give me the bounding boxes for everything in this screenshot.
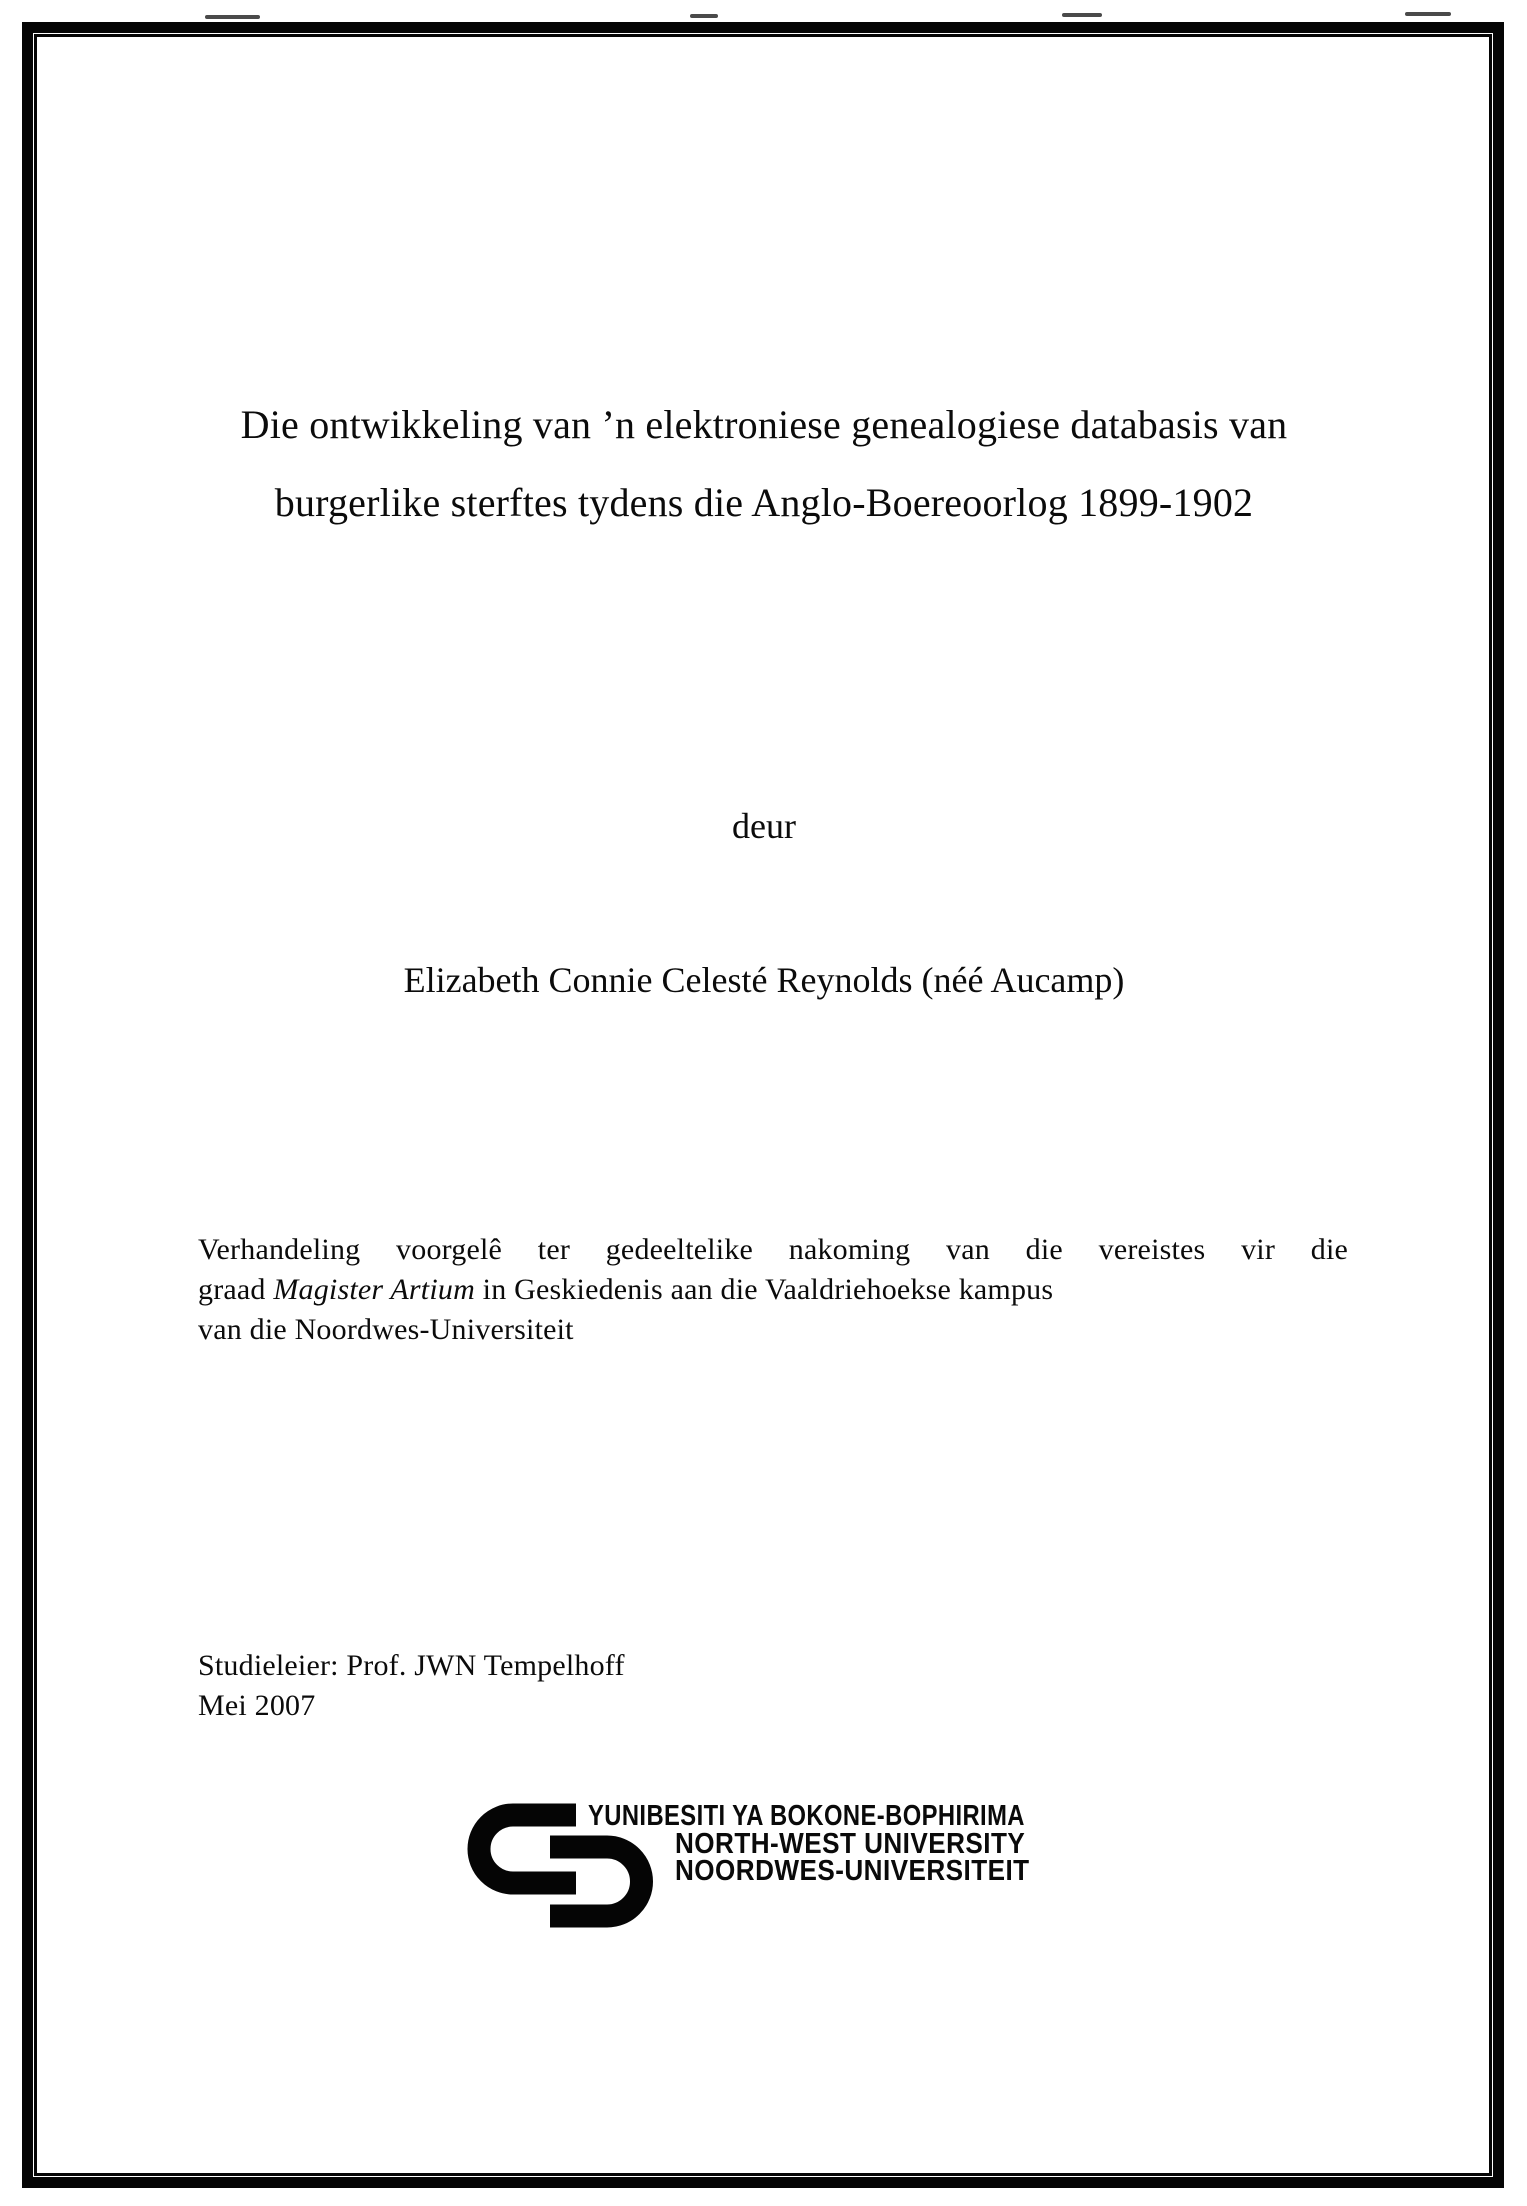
scan-speck [1405,12,1451,16]
thesis-title-line-2: burgerlike sterftes tydens die Anglo-Boereoorlog 1899-1902 [274,480,1254,525]
scan-speck [1062,13,1102,17]
supervisor-block [198,1646,625,1726]
logo-text-setswana: YUNIBESITI YA BOKONE-BOPHIRIMA [588,1800,1025,1832]
supervisor-line: Studieleier: Prof. JWN Tempelhoff [198,1649,625,1682]
degree-statement-line-2-pre: graad [198,1273,274,1306]
degree-statement-line-1: Verhandeling voorgelê ter gedeeltelike nakoming van die vereistes vir die [198,1233,1348,1266]
date-line: Mei 2007 [198,1689,316,1722]
thesis-title [38,386,1490,542]
logo-text-english: NORTH-WEST UNIVERSITY [675,1828,1026,1860]
degree-statement [198,1230,1348,1350]
degree-statement-line-2-post: in Geskiedenis aan die Vaaldriehoekse kampus [474,1273,1054,1306]
byline-deur: deur [732,806,796,846]
degree-statement-degree-name: Magister Artium [273,1273,475,1306]
logo-text-afrikaans: NOORDWES-UNIVERSITEIT [675,1855,1030,1887]
degree-statement-line-2 [198,1270,1348,1310]
scan-speck [690,14,718,18]
nwu-logo [460,1795,1120,1940]
thesis-title-line-1: Die ontwikkeling van ’n elektroniese genealogiese databasis van [240,402,1288,447]
degree-statement-line-3: van die Noordwes-Universiteit [198,1313,574,1346]
author-name: Elizabeth Connie Celesté Reynolds (néé Aucamp) [403,960,1125,1000]
scan-speck [205,15,260,19]
